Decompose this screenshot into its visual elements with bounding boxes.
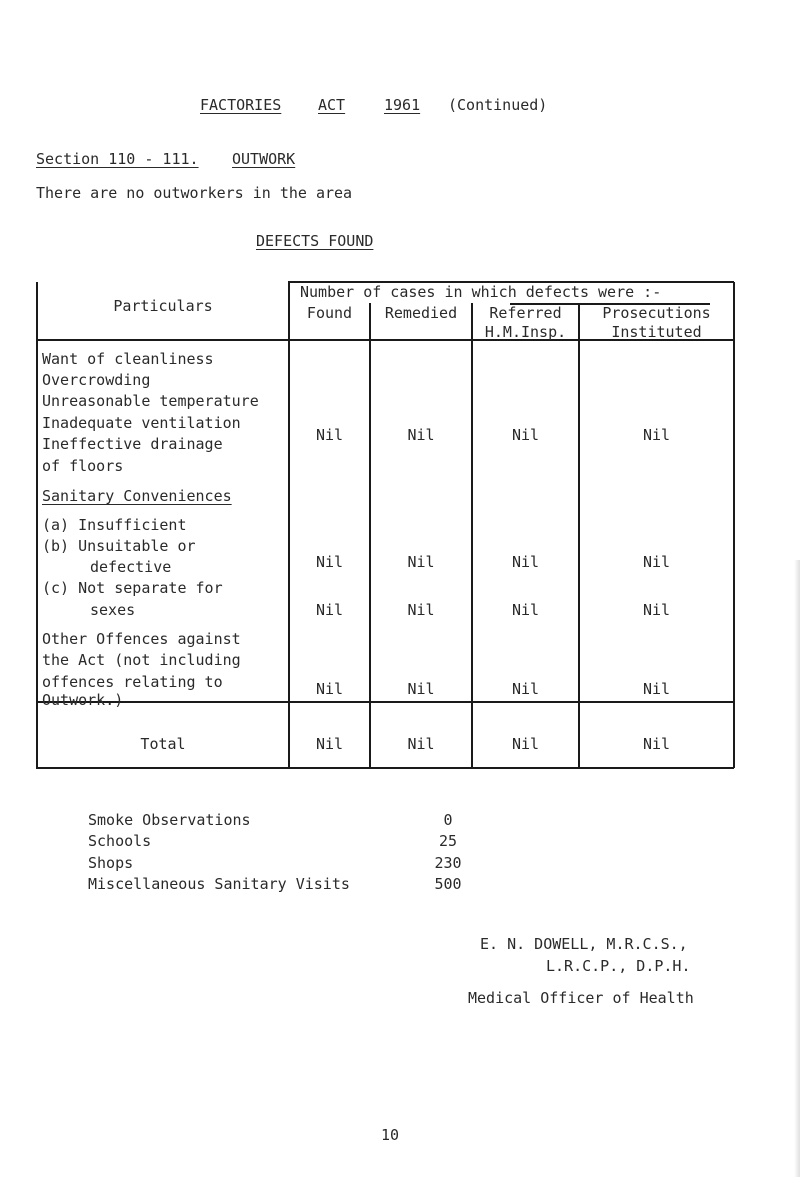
observation-value: 500 — [434, 875, 462, 893]
col-header-found: Found — [306, 304, 353, 322]
block1-prosecutions: Nil — [642, 426, 671, 444]
outworkers-note: There are no outworkers in the area — [36, 184, 353, 202]
col-header-referred: Referred — [489, 304, 562, 322]
particular-line: defective — [90, 558, 172, 576]
block3-referred: Nil — [511, 680, 540, 698]
particular-line: Want of cleanliness — [42, 350, 214, 368]
observation-value: 25 — [438, 832, 458, 850]
total-prosecutions: Nil — [642, 735, 671, 753]
col-header-remedied: Remedied — [384, 304, 458, 322]
observation-label: Shops — [88, 854, 134, 872]
signature-qualifications: L.R.C.P., D.P.H. — [546, 957, 691, 975]
particular-line: Inadequate ventilation — [42, 414, 241, 432]
block3-found: Nil — [315, 680, 344, 698]
observation-value: 0 — [443, 811, 453, 829]
particular-line: Unreasonable temperature — [42, 392, 259, 410]
block3-prosecutions: Nil — [642, 680, 671, 698]
section-heading: Section 110 - 111. — [36, 150, 199, 168]
total-remedied: Nil — [407, 735, 435, 753]
particular-line: (b) Unsuitable or — [42, 537, 196, 555]
observation-label: Schools — [88, 832, 152, 850]
particular-line: Ineffective drainage — [42, 435, 223, 453]
row-b-prosecutions: Nil — [642, 553, 671, 571]
row-b-found: Nil — [315, 553, 344, 571]
total-label: Total — [140, 735, 186, 753]
sanitary-heading: Sanitary Conveniences — [42, 487, 232, 505]
particular-line: Outwork.) — [42, 691, 124, 709]
section-heading-outwork: OUTWORK — [232, 150, 296, 168]
row-c-referred: Nil — [511, 601, 540, 619]
group-header: Number of cases in which defects were :- — [300, 283, 662, 301]
header-act: ACT — [318, 96, 346, 114]
total-referred: Nil — [511, 735, 540, 753]
page-edge-shadow — [794, 560, 800, 1177]
particular-line: Overcrowding — [42, 371, 151, 389]
col-header-referred-sub: H.M.Insp. — [484, 323, 567, 341]
block1-remedied: Nil — [407, 426, 435, 444]
signature-name: E. N. DOWELL, M.R.C.S., — [480, 935, 688, 953]
particular-line: (c) Not separate for — [42, 579, 223, 597]
row-b-referred: Nil — [511, 553, 540, 571]
observation-value: 230 — [434, 854, 462, 872]
defects-title: DEFECTS FOUND — [256, 232, 374, 250]
header-continued: (Continued) — [448, 96, 548, 114]
particular-line: Other Offences against — [42, 630, 241, 648]
particular-line: of floors — [42, 457, 124, 475]
page-number: 10 — [380, 1126, 400, 1144]
row-c-remedied: Nil — [407, 601, 435, 619]
col-header-particulars: Particulars — [113, 297, 213, 315]
observation-label: Miscellaneous Sanitary Visits — [88, 875, 350, 893]
row-c-prosecutions: Nil — [642, 601, 671, 619]
particular-line: (a) Insufficient — [42, 516, 187, 534]
row-b-remedied: Nil — [407, 553, 435, 571]
col-header-prosecutions-sub: Instituted — [611, 323, 702, 341]
signature-role: Medical Officer of Health — [468, 989, 694, 1007]
block3-remedied: Nil — [407, 680, 435, 698]
block1-referred: Nil — [511, 426, 540, 444]
total-found: Nil — [315, 735, 344, 753]
header-year: 1961 — [384, 96, 421, 114]
particular-line: offences relating to — [42, 673, 223, 691]
header-factories: FACTORIES — [200, 96, 282, 114]
particular-line: sexes — [90, 601, 136, 619]
observation-label: Smoke Observations — [88, 811, 251, 829]
particular-line: the Act (not including — [42, 651, 241, 669]
block1-found: Nil — [315, 426, 344, 444]
col-header-prosecutions: Prosecutions — [602, 304, 711, 322]
row-c-found: Nil — [315, 601, 344, 619]
